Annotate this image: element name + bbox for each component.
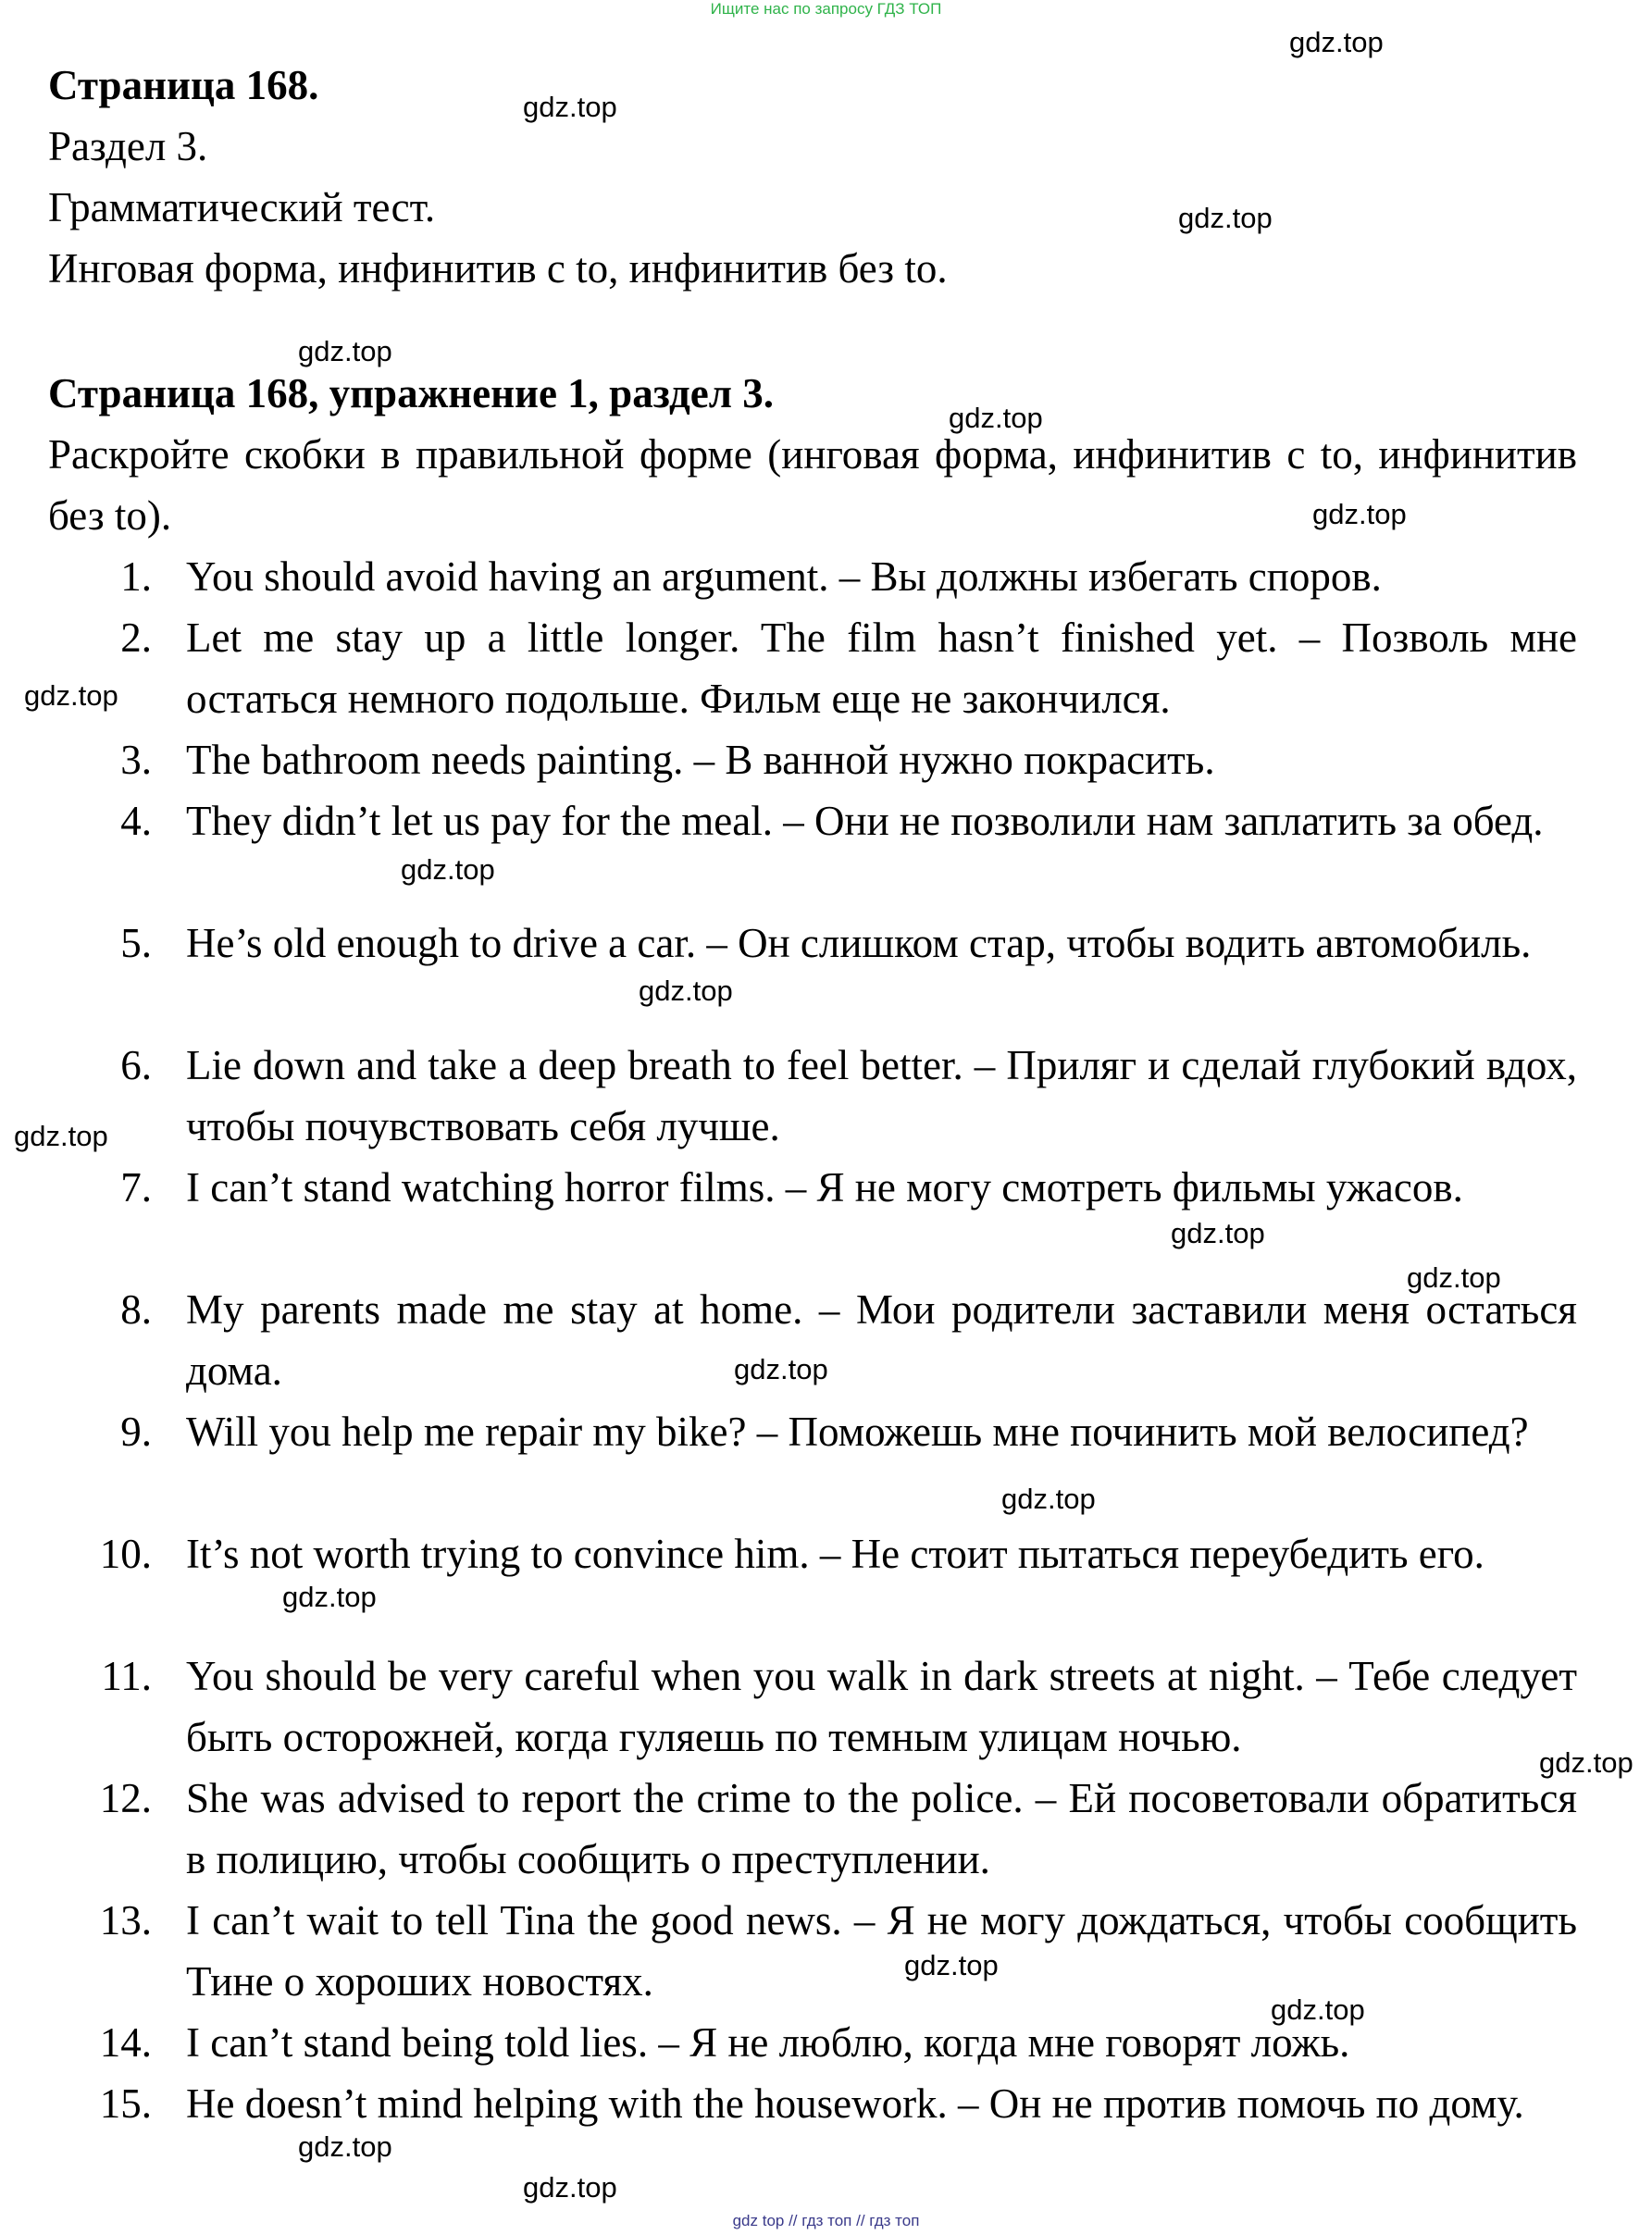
item-number: 8.: [120, 1286, 152, 1333]
topic-line: Инговая форма, инфинитив с to, инфинитив без to.: [48, 245, 948, 292]
item-text: He doesn’t mind helping with the housework. – Он не против помочь по дому.: [186, 2080, 1524, 2127]
watermark: gdz.top: [1312, 498, 1407, 530]
watermark: gdz.top: [904, 1949, 999, 1981]
watermark: gdz.top: [24, 679, 118, 712]
item-number: 13.: [99, 1897, 152, 1943]
watermark: gdz.top: [1539, 1746, 1633, 1779]
item-number: 15.: [99, 2080, 152, 2127]
item-number: 5.: [120, 920, 152, 966]
item-text: My parents made me stay at home. – Мои родители заставили меня остаться дома.: [186, 1286, 1577, 1394]
item-number: 14.: [99, 2019, 152, 2066]
watermark: gdz.top: [1001, 1483, 1096, 1515]
item-number: 2.: [120, 615, 152, 661]
watermark: gdz.top: [949, 402, 1043, 434]
item-number: 1.: [120, 553, 152, 600]
item-text: They didn’t let us pay for the meal. – Они не позволили нам заплатить за обед.: [186, 798, 1544, 844]
watermark: gdz.top: [734, 1353, 828, 1385]
watermark: gdz.top: [639, 975, 733, 1007]
item-text: I can’t stand watching horror films. – Я не могу смотреть фильмы ужасов.: [186, 1164, 1463, 1211]
item-number: 6.: [120, 1042, 152, 1088]
list-item: [0, 1523, 1577, 1584]
list-item: [0, 2073, 1577, 2134]
list-item: [0, 913, 1577, 974]
watermark: gdz.top: [1271, 1993, 1365, 2026]
item-text: Lie down and take a deep breath to feel better. – Приляг и сделай глубокий вдох, чтобы почувствовать себя лучше.: [186, 1042, 1577, 1149]
item-text: I can’t stand being told lies. – Я не люблю, когда мне говорят ложь.: [186, 2019, 1350, 2066]
item-text: She was advised to report the crime to the police. – Ей посоветовали обратиться в полицию, чтобы сообщить о преступлении.: [186, 1775, 1577, 1882]
list-item: [0, 1645, 1577, 1768]
item-text: Let me stay up a little longer. The film hasn’t finished yet. – Позволь мне остаться немного подольше. Фильм еще не закончился.: [186, 615, 1577, 722]
section-label: Раздел 3.: [48, 123, 208, 169]
item-number: 10.: [99, 1531, 152, 1577]
footer: gdz top // гдз топ // гдз топ: [732, 2212, 920, 2229]
exercise-instruction: Раскройте скобки в правильной форме (инговая форма, инфинитив с to, инфинитив без to).: [48, 431, 1577, 539]
item-number: 3.: [120, 737, 152, 783]
watermark: gdz.top: [14, 1120, 108, 1152]
list-item: [0, 790, 1577, 851]
test-name: Грамматический тест.: [48, 184, 436, 230]
watermark: gdz.top: [1289, 26, 1384, 58]
item-text: Will you help me repair my bike? – Поможешь мне починить мой велосипед?: [186, 1409, 1529, 1455]
item-number: 7.: [120, 1164, 152, 1211]
list-item: [0, 1035, 1577, 1157]
exercise-title: Страница 168, упражнение 1, раздел 3.: [48, 370, 774, 416]
item-number: 12.: [99, 1775, 152, 1821]
item-number: 4.: [120, 798, 152, 844]
watermark: gdz.top: [401, 853, 495, 886]
list-item: [0, 729, 1577, 790]
top-banner: Ищите нас по запросу ГДЗ ТОП: [710, 0, 942, 18]
watermark: gdz.top: [523, 2171, 617, 2204]
item-text: The bathroom needs painting. – В ванной нужно покрасить.: [186, 737, 1215, 783]
item-text: You should be very careful when you walk in dark streets at night. – Тебе следует быть осторожней, когда гуляешь по темным улицам ночью.: [186, 1653, 1577, 1760]
watermark: gdz.top: [1171, 1217, 1265, 1249]
list-item: [0, 1768, 1577, 1890]
list-item: [0, 1157, 1577, 1218]
item-number: 9.: [120, 1409, 152, 1455]
item-text: He’s old enough to drive a car. – Он слишком стар, чтобы водить автомобиль.: [186, 920, 1532, 966]
item-text: You should avoid having an argument. – Вы должны избегать споров.: [186, 553, 1382, 600]
item-text: I can’t wait to tell Tina the good news. – Я не могу дождаться, чтобы сообщить Тине о хороших новостях.: [186, 1897, 1577, 2005]
list-item: [0, 607, 1577, 729]
watermark: gdz.top: [298, 335, 392, 367]
watermark: gdz.top: [1407, 1261, 1501, 1294]
page-title: Страница 168.: [48, 62, 319, 108]
watermark: gdz.top: [298, 2130, 392, 2163]
item-text: It’s not worth trying to convince him. – Не стоит пытаться переубедить его.: [186, 1531, 1484, 1577]
watermark: gdz.top: [1178, 202, 1273, 234]
list-item: [0, 1401, 1577, 1462]
watermark: gdz.top: [282, 1581, 377, 1613]
list-item: [0, 546, 1577, 607]
item-number: 11.: [101, 1653, 152, 1699]
watermark: gdz.top: [523, 91, 617, 123]
